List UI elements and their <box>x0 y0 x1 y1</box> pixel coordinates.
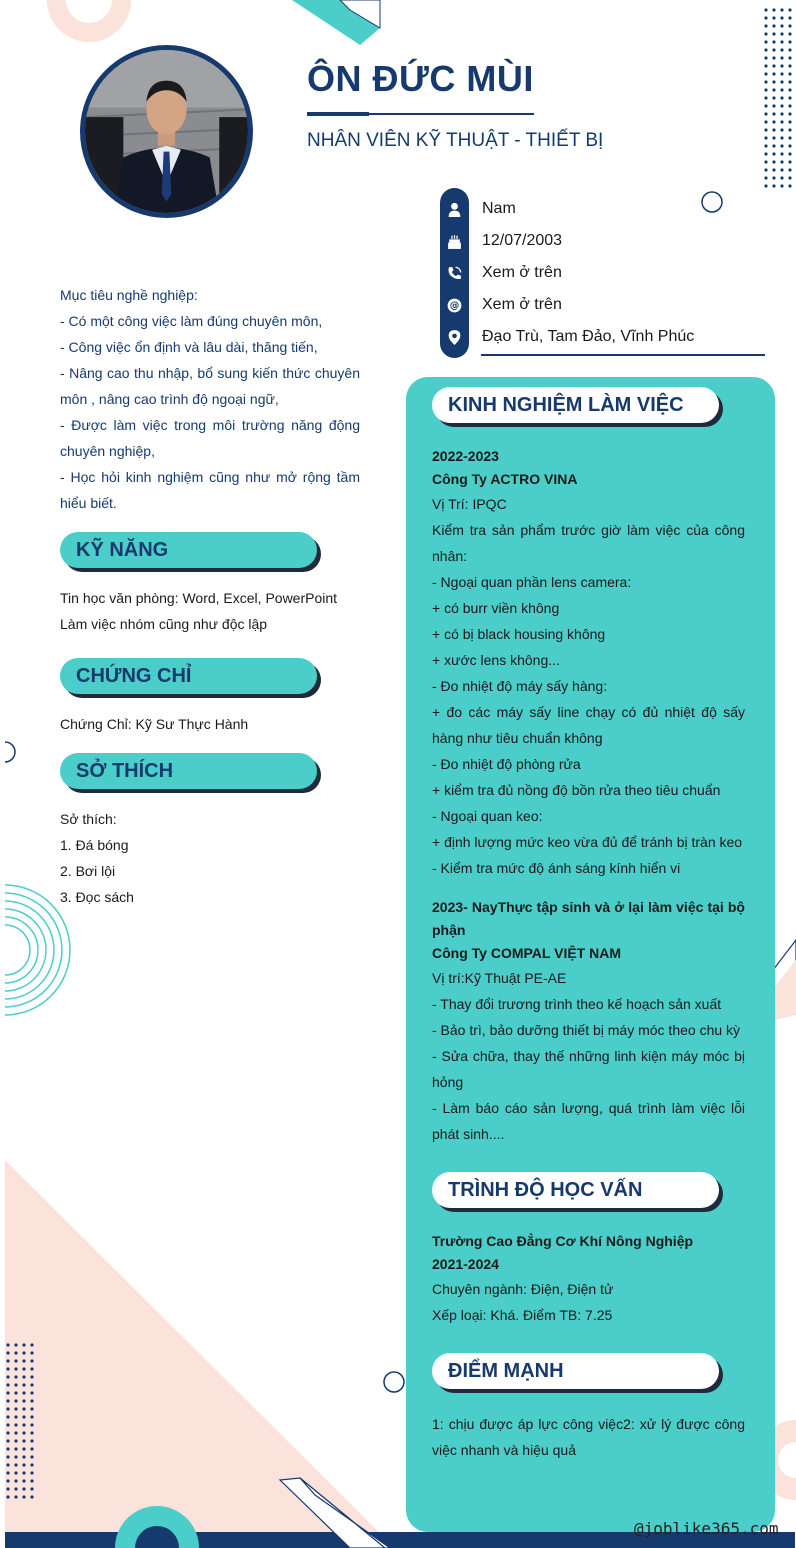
job-detail: Vị trí:Kỹ Thuật PE-AE <box>432 970 567 986</box>
dot <box>772 8 775 11</box>
skill-item: Tin học văn phòng: Word, Excel, PowerPoint <box>60 590 338 606</box>
dot <box>772 136 775 139</box>
dot <box>6 1399 9 1402</box>
job-detail: + có burr viền không <box>432 600 560 616</box>
job-detail: + kiểm tra đủ nồng độ bồn rửa theo tiêu chuẩn <box>432 782 721 798</box>
dot <box>6 1439 9 1442</box>
job-period: 2022-2023 <box>432 448 499 464</box>
dot <box>6 1383 9 1386</box>
dot <box>780 120 783 123</box>
dot <box>14 1487 17 1490</box>
dot <box>788 96 791 99</box>
dot <box>772 104 775 107</box>
dot <box>30 1439 33 1442</box>
dot <box>788 168 791 171</box>
dot <box>14 1431 17 1434</box>
job-detail: + định lượng mức keo vừa đủ để tránh bị tràn keo <box>432 834 743 850</box>
dot <box>14 1359 17 1362</box>
peach-triangle-shape <box>5 1160 395 1548</box>
dot <box>30 1479 33 1482</box>
dot <box>780 128 783 131</box>
dot <box>22 1479 25 1482</box>
dot <box>30 1431 33 1434</box>
contact-value: Đạo Trù, Tam Đảo, Vĩnh Phúc <box>482 328 695 345</box>
dot <box>30 1375 33 1378</box>
dot <box>22 1463 25 1466</box>
dot <box>6 1343 9 1346</box>
dot <box>788 128 791 131</box>
dot <box>14 1479 17 1482</box>
contact-email <box>440 290 770 320</box>
dot <box>788 152 791 155</box>
dot <box>22 1431 25 1434</box>
dot <box>772 128 775 131</box>
dot <box>22 1399 25 1402</box>
dot <box>6 1479 9 1482</box>
dot <box>772 32 775 35</box>
education-grade: Xếp loại: Khá. Điểm TB: 7.25 <box>432 1307 613 1323</box>
education-entry <box>432 1230 745 1328</box>
dot <box>772 176 775 179</box>
dot <box>14 1471 17 1474</box>
dot <box>30 1343 33 1346</box>
job-detail: - Đo nhiệt độ máy sấy hàng: <box>432 678 608 694</box>
dot <box>780 72 783 75</box>
dot <box>22 1343 25 1346</box>
dot <box>764 176 767 179</box>
job-detail: Vị Trí: IPQC <box>432 496 507 512</box>
dot <box>6 1407 9 1410</box>
dot <box>6 1415 9 1418</box>
dot <box>780 64 783 67</box>
dot <box>788 16 791 19</box>
dot <box>788 88 791 91</box>
hobby-item: 2. Bơi lội <box>60 863 116 879</box>
dot <box>30 1447 33 1450</box>
dot <box>14 1375 17 1378</box>
dot <box>788 64 791 67</box>
hobby-item: Sở thích: <box>60 811 117 827</box>
svg-text:@: @ <box>449 300 460 312</box>
dot <box>30 1383 33 1386</box>
dot <box>22 1487 25 1490</box>
hobby-item: 3. Đọc sách <box>60 889 134 905</box>
section-heading: CHỨNG CHỈ <box>76 665 192 687</box>
dot <box>30 1351 33 1354</box>
dot <box>22 1439 25 1442</box>
dot <box>788 48 791 51</box>
experience-job <box>432 896 745 1147</box>
dot <box>780 48 783 51</box>
dot <box>764 72 767 75</box>
hobbies-list <box>60 806 360 910</box>
dot <box>764 24 767 27</box>
dot <box>764 120 767 123</box>
teal-prism-shape <box>292 0 380 45</box>
dot <box>788 104 791 107</box>
job-detail: - Ngoại quan keo: <box>432 808 543 824</box>
dot <box>14 1447 17 1450</box>
dot <box>764 112 767 115</box>
dot <box>780 56 783 59</box>
contact-divider <box>481 354 765 356</box>
dot <box>788 184 791 187</box>
dot <box>780 40 783 43</box>
dot <box>764 144 767 147</box>
dot <box>772 96 775 99</box>
dot <box>30 1359 33 1362</box>
dot <box>764 128 767 131</box>
dot <box>22 1383 25 1386</box>
dot <box>6 1463 9 1466</box>
dot <box>788 144 791 147</box>
dot <box>6 1471 9 1474</box>
education-major: Chuyên ngành: Điện, Điện tử <box>432 1281 614 1297</box>
dot <box>772 184 775 187</box>
dot <box>6 1455 9 1458</box>
objective-line: - Được làm việc trong môi trường năng động chuyên nghiệp, <box>60 417 360 459</box>
dot <box>788 160 791 163</box>
contact-value: Xem ở trên <box>482 264 562 281</box>
dot <box>788 56 791 59</box>
dot <box>22 1447 25 1450</box>
dot <box>772 40 775 43</box>
job-detail: + có bị black housing không <box>432 626 606 642</box>
dot <box>764 56 767 59</box>
dot <box>6 1447 9 1450</box>
contact-value: Nam <box>482 200 516 217</box>
dot <box>788 136 791 139</box>
dot <box>14 1383 17 1386</box>
dot <box>764 32 767 35</box>
dot <box>772 80 775 83</box>
job-detail: - Làm báo cáo sản lượng, quá trình làm việc lỗi phát sinh.... <box>432 1100 745 1142</box>
section-heading: TRÌNH ĐỘ HỌC VẤN <box>448 1179 643 1201</box>
dot <box>30 1399 33 1402</box>
dot <box>764 184 767 187</box>
dot <box>772 112 775 115</box>
dot <box>14 1455 17 1458</box>
email-icon <box>440 290 469 320</box>
dot <box>30 1391 33 1394</box>
job-detail: - Sửa chữa, thay thế những linh kiện máy móc bị hỏng <box>432 1048 745 1090</box>
dot <box>764 168 767 171</box>
dot <box>764 96 767 99</box>
job-detail: - Đo nhiệt độ phòng rửa <box>432 756 581 772</box>
dot <box>30 1463 33 1466</box>
dot <box>780 184 783 187</box>
dot <box>772 152 775 155</box>
dot <box>788 176 791 179</box>
contact-gender <box>440 194 770 224</box>
dot <box>22 1455 25 1458</box>
dot <box>6 1359 9 1362</box>
dot <box>772 168 775 171</box>
skills-heading-pill <box>60 532 317 568</box>
strengths-heading-pill <box>432 1353 719 1389</box>
dot <box>764 16 767 19</box>
objective-line: - Công việc ổn định và lâu dài, thăng tiến, <box>60 339 318 355</box>
dot <box>780 160 783 163</box>
dot <box>788 112 791 115</box>
contact-address <box>440 322 770 352</box>
dot <box>14 1343 17 1346</box>
dot <box>764 160 767 163</box>
dot <box>30 1415 33 1418</box>
outline-circle-shape <box>384 1372 404 1392</box>
job-detail: - Thay đổi trương trình theo kế hoạch sản xuất <box>432 996 722 1012</box>
objective-line: - Học hỏi kinh nghiệm cũng như mở rộng tầm hiểu biết. <box>60 469 360 511</box>
objective-line: - Có một công việc làm đúng chuyên môn, <box>60 313 323 329</box>
dot <box>22 1407 25 1410</box>
contact-phone <box>440 258 770 288</box>
education-heading-pill <box>432 1172 719 1208</box>
objective-heading: Mục tiêu nghề nghiệp: <box>60 287 198 303</box>
dot <box>22 1391 25 1394</box>
dot <box>764 104 767 107</box>
dot <box>14 1439 17 1442</box>
job-detail: - Kiểm tra mức độ ánh sáng kính hiển vi <box>432 860 681 876</box>
dot <box>780 88 783 91</box>
dot <box>22 1423 25 1426</box>
dot <box>14 1415 17 1418</box>
skill-item: Làm việc nhóm cũng như độc lập <box>60 616 268 632</box>
dot <box>6 1487 9 1490</box>
dot <box>780 144 783 147</box>
dot <box>14 1407 17 1410</box>
dot <box>772 24 775 27</box>
dot <box>772 160 775 163</box>
dot <box>22 1495 25 1498</box>
phone-icon <box>440 258 469 288</box>
dot <box>772 72 775 75</box>
dot <box>780 96 783 99</box>
dot <box>14 1463 17 1466</box>
dot <box>14 1367 17 1370</box>
section-heading: KINH NGHIỆM LÀM VIỆC <box>448 394 684 416</box>
dot <box>780 136 783 139</box>
dot <box>764 88 767 91</box>
dot <box>6 1375 9 1378</box>
name-divider-accent <box>307 112 369 116</box>
career-objective <box>60 282 360 516</box>
contact-value: Xem ở trên <box>482 296 562 313</box>
dot <box>780 80 783 83</box>
dot <box>764 136 767 139</box>
job-period: 2023- NayThực tập sinh và ở lại làm việc tại bộ phận <box>432 899 745 938</box>
dot <box>14 1495 17 1498</box>
dot <box>22 1415 25 1418</box>
dot <box>6 1367 9 1370</box>
dot <box>788 8 791 11</box>
dot <box>30 1423 33 1426</box>
dot <box>788 32 791 35</box>
objective-line: - Nâng cao thu nhập, bổ sung kiến thức chuyên môn , nâng cao trình độ ngoại ngữ, <box>60 365 360 407</box>
watermark: @joblike365.com <box>634 1519 779 1538</box>
dot <box>6 1495 9 1498</box>
dot <box>780 112 783 115</box>
dot <box>30 1487 33 1490</box>
dot <box>14 1351 17 1354</box>
dot <box>22 1351 25 1354</box>
dot <box>764 152 767 155</box>
dot <box>780 168 783 171</box>
profile-photo <box>85 50 248 213</box>
section-heading: KỸ NĂNG <box>76 539 169 561</box>
dot <box>30 1367 33 1370</box>
job-company: Công Ty COMPAL VIỆT NAM <box>432 945 621 961</box>
dot <box>772 88 775 91</box>
certificates-list <box>60 711 360 737</box>
dot <box>6 1431 9 1434</box>
dot <box>788 120 791 123</box>
job-detail: - Bảo trì, bảo dưỡng thiết bị máy móc theo chu kỳ <box>432 1022 741 1038</box>
section-heading: SỞ THÍCH <box>76 760 174 782</box>
dot <box>14 1391 17 1394</box>
school-name: Trường Cao Đẳng Cơ Khí Nông Nghiệp <box>432 1233 694 1249</box>
dot <box>22 1375 25 1378</box>
contact-birthday <box>440 226 770 256</box>
job-detail: - Ngoại quan phần lens camera: <box>432 574 632 590</box>
job-detail: + xước lens không... <box>432 652 560 668</box>
experience-job <box>432 445 745 881</box>
location-pin-icon <box>440 322 469 352</box>
section-heading: ĐIỂM MẠNH <box>448 1360 564 1382</box>
dot <box>764 64 767 67</box>
dot <box>772 48 775 51</box>
dot <box>780 8 783 11</box>
dot <box>22 1367 25 1370</box>
dot <box>22 1359 25 1362</box>
dot <box>764 8 767 11</box>
dot <box>30 1471 33 1474</box>
dot <box>788 40 791 43</box>
dot <box>764 80 767 83</box>
dot <box>788 72 791 75</box>
dot <box>772 16 775 19</box>
avatar <box>80 45 253 218</box>
dot <box>772 144 775 147</box>
dot <box>764 40 767 43</box>
dot <box>780 24 783 27</box>
certificate-item: Chứng Chỉ: Kỹ Sư Thực Hành <box>60 716 249 732</box>
certificates-heading-pill <box>60 658 317 694</box>
dot <box>780 32 783 35</box>
job-title: NHÂN VIÊN KỸ THUẬT - THIẾT BỊ <box>307 130 604 151</box>
hobby-item: 1. Đá bóng <box>60 837 129 853</box>
dot <box>788 80 791 83</box>
skills-list <box>60 585 360 637</box>
candidate-name: ÔN ĐỨC MÙI <box>307 58 534 99</box>
job-detail: Kiểm tra sản phẩm trước giờ làm việc của công nhân: <box>432 522 745 564</box>
dot <box>22 1471 25 1474</box>
birthday-cake-icon <box>440 226 469 256</box>
dot <box>772 56 775 59</box>
dot <box>14 1423 17 1426</box>
dot <box>30 1455 33 1458</box>
dot <box>780 152 783 155</box>
dot <box>780 104 783 107</box>
dot <box>30 1495 33 1498</box>
dot <box>6 1423 9 1426</box>
peach-ring-shape <box>47 0 131 42</box>
strengths-text: 1: chịu được áp lực công việc2: xử lý được công việc nhanh và hiệu quả <box>432 1416 745 1458</box>
person-icon <box>440 194 469 224</box>
dot <box>772 120 775 123</box>
hobbies-heading-pill <box>60 753 317 789</box>
dot <box>30 1407 33 1410</box>
dot <box>780 16 783 19</box>
contact-value: 12/07/2003 <box>482 232 563 249</box>
dot <box>6 1351 9 1354</box>
dot <box>788 24 791 27</box>
dot <box>6 1391 9 1394</box>
dot <box>772 64 775 67</box>
job-company: Công Ty ACTRO VINA <box>432 471 578 487</box>
dot <box>14 1399 17 1402</box>
experience-heading-pill <box>432 387 719 423</box>
dot <box>780 176 783 179</box>
dot <box>764 48 767 51</box>
job-detail: + đo các máy sấy line chạy có đủ nhiệt độ sấy hàng như tiêu chuẩn không <box>432 704 745 746</box>
dot-pattern-shape <box>764 8 791 187</box>
outline-half-circle-shape <box>5 742 15 762</box>
education-period: 2021-2024 <box>432 1256 499 1272</box>
